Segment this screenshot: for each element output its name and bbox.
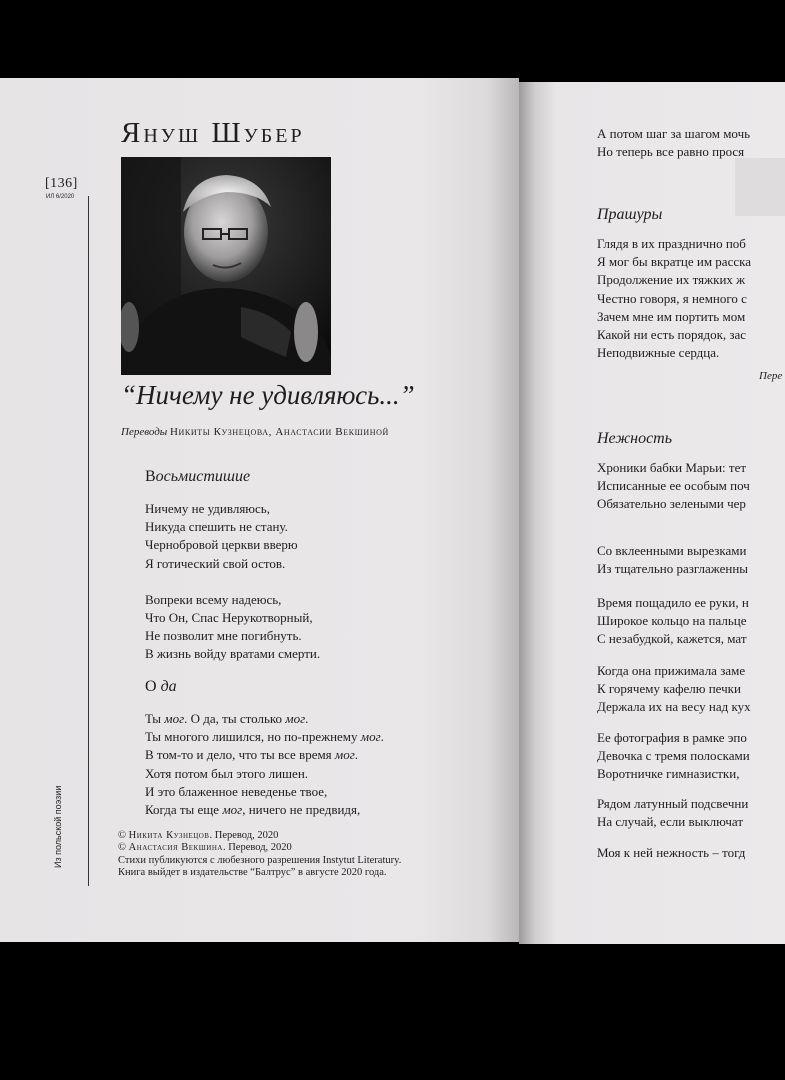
- poem-line: Со вклеенными вырезками: [597, 543, 747, 558]
- issue-label: ИЛ 6/2020: [46, 194, 75, 200]
- page-number: [136]: [45, 176, 78, 191]
- poem-line: Я готический свой остов.: [145, 555, 286, 571]
- poem-line: Какой ни есть порядок, зас: [597, 327, 747, 343]
- author-name: Януш Шубер: [121, 117, 305, 149]
- copyright-notes: [118, 830, 401, 879]
- poem-o-da: [145, 678, 384, 819]
- poem-line: Девочка с тремя полосками: [597, 748, 750, 764]
- copyright-line: Стихи публикуются с любезного разрешения Instytut Literatury.: [118, 854, 402, 866]
- poem-line: Хроники бабки Марьи: тет: [597, 460, 747, 475]
- poem-title-nezhnost: Нежность: [597, 430, 673, 447]
- poem-line: Когда она прижимала заме: [597, 663, 746, 678]
- poem-line: Ничему не удивляюсь,: [145, 501, 270, 516]
- translators-prefix: Переводы: [121, 426, 168, 438]
- vertical-rule: [88, 196, 89, 886]
- poem-line: Зачем мне им портить мом: [597, 308, 746, 324]
- poem-line: Время пощадило ее руки, н: [597, 595, 749, 610]
- poem-title: [145, 678, 384, 696]
- translators-names: Никиты Кузнецова, Анастасии Векшиной: [169, 426, 389, 438]
- poem-line: Ее фотография в рамке эпо: [597, 730, 747, 745]
- poem-line: И это блаженное неведенье твое,: [145, 783, 328, 799]
- poem-line: Продолжение их тяжких ж: [597, 272, 746, 288]
- poem-line: Хотя потом был этого лишен.: [145, 765, 309, 781]
- poem-line: Неподвижные сердца.: [597, 345, 720, 361]
- poem-line: Глядя в их празднично поб: [597, 236, 746, 251]
- poem-title-cap: О: [145, 678, 157, 695]
- poem-title-rest: да: [156, 678, 177, 695]
- poem-nezhnost-s4: [597, 662, 751, 717]
- poem-line: Моя к ней нежность – тогд: [597, 845, 746, 860]
- poem-title-rest: осьмистишие: [155, 468, 251, 485]
- section-label: Из польской поэзии: [53, 785, 63, 868]
- book-title: “Ничему не удивляюсь...”: [121, 380, 415, 410]
- poem-nezhnost-s6: [597, 795, 748, 831]
- poem-nezhnost-s7: [597, 844, 745, 862]
- right-page: [519, 82, 785, 944]
- poem-line: Из тщательно разглаженны: [597, 561, 749, 577]
- poem-line: Рядом латунный подсвечни: [597, 796, 749, 811]
- portrait-image-icon: [121, 157, 331, 375]
- poem-line: Ты мог. О да, ты столько мог.: [145, 711, 309, 726]
- poem-line: Не позволит мне погибнуть.: [145, 628, 302, 644]
- poem-line: Держала их на весу над кух: [597, 699, 751, 715]
- poem-line: Что Он, Спас Нерукотворный,: [145, 610, 313, 626]
- translators-line: [121, 426, 389, 438]
- poem-title-prashury: Прашуры: [597, 206, 663, 223]
- copyright-line: Книга выйдет в издательстве “Балтрус” в августе 2020 года.: [118, 866, 387, 878]
- poem-line: Я мог бы вкратце им расска: [597, 254, 752, 270]
- poem-line: А потом шаг за шагом мочь: [597, 126, 751, 141]
- poem-line: Обязательно зелеными чер: [597, 496, 746, 512]
- poem-line: К горячему кафелю печки: [597, 681, 741, 697]
- translator-credit: Пере: [759, 370, 783, 382]
- poem-line: Исписанные ее особым поч: [597, 478, 750, 494]
- poem-nezhnost-s5: [597, 729, 750, 784]
- poem-title: [145, 468, 320, 486]
- poem-line: На случай, если выключат: [597, 814, 744, 830]
- copyright-line: © Никита Кузнецов. Перевод, 2020: [118, 830, 279, 841]
- poem-octave: [145, 468, 320, 664]
- copyright-line: © Анастасия Векшина. Перевод, 2020: [118, 842, 292, 854]
- poem-nezhnost-s2: [597, 542, 748, 578]
- poem-line: В том-то и дело, что ты все время мог.: [145, 747, 359, 763]
- poem-line: Никуда спешить не стану.: [145, 519, 288, 535]
- author-portrait: [121, 157, 331, 375]
- poem-continuation: [597, 125, 750, 161]
- poem-line: Ты многого лишился, но по-прежнему мог.: [145, 729, 384, 745]
- poem-line: Широкое кольцо на пальце: [597, 613, 747, 629]
- poem-prashury: [597, 235, 751, 362]
- poem-line: Честно говоря, я немного с: [597, 290, 747, 306]
- poem-title-cap: В: [145, 468, 156, 485]
- poem-nezhnost-s3: [597, 594, 749, 649]
- poem-nezhnost-s1: [597, 459, 750, 514]
- poem-line: Когда ты еще мог, ничего не предвидя,: [145, 802, 361, 818]
- poem-line: Воротничке гимназистки,: [597, 766, 740, 782]
- poem-line: Чернобровой церкви вверю: [145, 537, 298, 553]
- poem-line: Вопреки всему надеюсь,: [145, 591, 282, 607]
- poem-line: Но теперь все равно прося: [597, 144, 745, 160]
- photo-fragment: [735, 158, 785, 216]
- poem-line: В жизнь войду вратами смерти.: [145, 646, 321, 662]
- poem-line: С незабудкой, кажется, мат: [597, 631, 747, 647]
